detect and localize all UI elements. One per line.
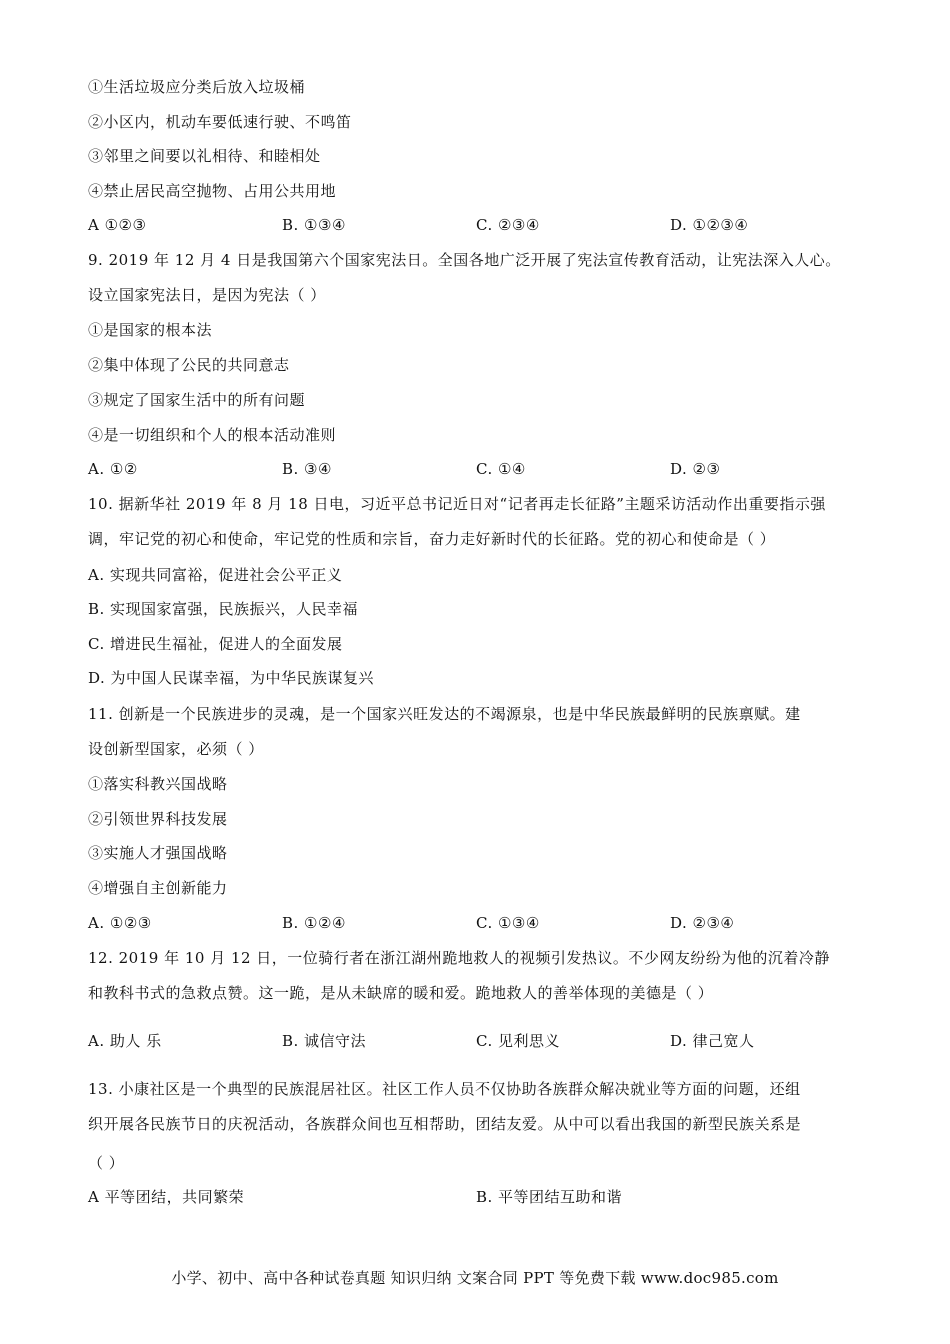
q11-option-b: B. ①②④ xyxy=(282,914,346,932)
q12-option-a: A. 助人 乐 xyxy=(88,1032,162,1050)
q11-stem-line-2: 设创新型国家，必须（ ） xyxy=(88,740,264,758)
q10-stem-line-2: 调，牢记党的初心和使命，牢记党的性质和宗旨，奋力走好新时代的长征路。党的初心和使命是（ ） xyxy=(88,530,776,548)
q10-option-a: A. 实现共同富裕，促进社会公平正义 xyxy=(88,566,343,584)
q12-option-c: C. 见利思义 xyxy=(476,1032,560,1050)
q13-option-a: A 平等团结，共同繁荣 xyxy=(88,1188,245,1206)
q9-item-1: ①是国家的根本法 xyxy=(88,321,213,339)
q8-option-a: A ①②③ xyxy=(88,216,147,234)
q8-item-4: ④禁止居民高空抛物、占用公共用地 xyxy=(88,182,337,200)
q8-option-b: B. ①③④ xyxy=(282,216,346,234)
q9-option-d: D. ②③ xyxy=(670,460,721,478)
q9-option-c: C. ①④ xyxy=(476,460,526,478)
q10-option-c: C. 增进民生福祉，促进人的全面发展 xyxy=(88,635,343,653)
q11-item-2: ②引领世界科技发展 xyxy=(88,810,228,828)
q8-option-d: D. ①②③④ xyxy=(670,216,749,234)
q9-stem-line-1: 9. 2019 年 12 月 4 日是我国第六个国家宪法日。全国各地广泛开展了宪法宣传教育活动，让宪法深入人心。 xyxy=(88,251,841,269)
q11-option-c: C. ①③④ xyxy=(476,914,540,932)
q8-item-1: ①生活垃圾应分类后放入垃圾桶 xyxy=(88,78,306,96)
q9-item-3: ③规定了国家生活中的所有问题 xyxy=(88,391,306,409)
q11-option-a: A. ①②③ xyxy=(88,914,152,932)
q11-item-1: ①落实科教兴国战略 xyxy=(88,775,228,793)
q11-stem-line-1: 11. 创新是一个民族进步的灵魂，是一个国家兴旺发达的不竭源泉，也是中华民族最鲜明的民族禀赋。建 xyxy=(88,705,801,723)
q10-stem-line-1: 10. 据新华社 2019 年 8 月 18 日电，习近平总书记近日对“记者再走长征路”主题采访活动作出重要指示强 xyxy=(88,495,826,513)
q13-stem-line-2: 织开展各民族节日的庆祝活动，各族群众间也互相帮助，团结友爱。从中可以看出我国的新型民族关系是 xyxy=(88,1115,802,1133)
q8-item-3: ③邻里之间要以礼相待、和睦相处 xyxy=(88,147,321,165)
q13-option-b: B. 平等团结互助和谐 xyxy=(476,1188,623,1206)
q13-stem-line-3: （ ） xyxy=(88,1154,125,1172)
q12-stem-line-2: 和教科书式的急救点赞。这一跪，是从未缺席的暖和爱。跪地救人的善举体现的美德是（ ） xyxy=(88,984,714,1002)
q9-stem-line-2: 设立国家宪法日，是因为宪法（ ） xyxy=(88,286,326,304)
page-footer: 小学、初中、高中各种试卷真题 知识归纳 文案合同 PPT 等免费下载 www.doc985.com xyxy=(171,1269,779,1287)
q12-option-d: D. 律己宽人 xyxy=(670,1032,755,1050)
q11-option-d: D. ②③④ xyxy=(670,914,735,932)
q8-option-c: C. ②③④ xyxy=(476,216,540,234)
q9-item-2: ②集中体现了公民的共同意志 xyxy=(88,356,290,374)
q9-option-b: B. ③④ xyxy=(282,460,332,478)
q11-item-4: ④增强自主创新能力 xyxy=(88,879,228,897)
q8-item-2: ②小区内，机动车要低速行驶、不鸣笛 xyxy=(88,113,352,131)
q10-option-d: D. 为中国人民谋幸福，为中华民族谋复兴 xyxy=(88,669,375,687)
q12-option-b: B. 诚信守法 xyxy=(282,1032,367,1050)
q9-item-4: ④是一切组织和个人的根本活动准则 xyxy=(88,426,337,444)
q13-stem-line-1: 13. 小康社区是一个典型的民族混居社区。社区工作人员不仅协助各族群众解决就业等方面的问题，还组 xyxy=(88,1080,801,1098)
q9-option-a: A. ①② xyxy=(88,460,138,478)
q12-stem-line-1: 12. 2019 年 10 月 12 日，一位骑行者在浙江湖州跪地救人的视频引发热议。不少网友纷纷为他的沉着冷静 xyxy=(88,949,830,967)
q11-item-3: ③实施人才强国战略 xyxy=(88,844,228,862)
q10-option-b: B. 实现国家富强，民族振兴，人民幸福 xyxy=(88,600,359,618)
